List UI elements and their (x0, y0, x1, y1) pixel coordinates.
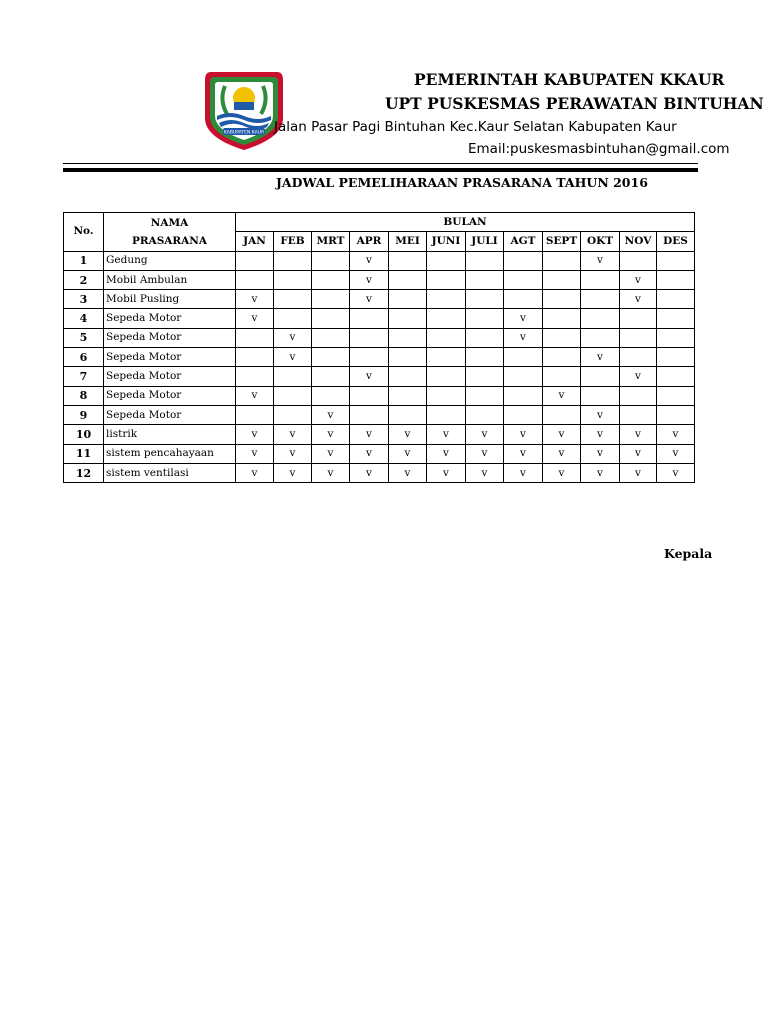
schedule-cell (350, 328, 389, 347)
schedule-cell: v (543, 463, 581, 482)
schedule-cell (350, 348, 389, 367)
schedule-cell (543, 367, 581, 386)
table-row (64, 270, 695, 289)
table-row (64, 290, 695, 309)
schedule-cell (504, 290, 543, 309)
schedule-cell (427, 405, 466, 424)
schedule-cell: v (236, 463, 274, 482)
schedule-cell (389, 405, 427, 424)
schedule-cell (236, 348, 274, 367)
schedule-cell (504, 405, 543, 424)
schedule-cell (274, 290, 312, 309)
schedule-cell (312, 386, 350, 405)
schedule-cell (236, 251, 274, 270)
schedule-cell (657, 348, 695, 367)
schedule-cell (427, 386, 466, 405)
schedule-cell (581, 386, 620, 405)
schedule-cell: v (620, 463, 657, 482)
header-month: DES (657, 232, 695, 251)
schedule-cell (427, 328, 466, 347)
schedule-cell (620, 405, 657, 424)
maintenance-schedule-table (63, 212, 695, 483)
schedule-cell (657, 290, 695, 309)
schedule-cell (504, 386, 543, 405)
schedule-cell: v (620, 444, 657, 463)
schedule-cell: v (350, 367, 389, 386)
schedule-cell (504, 251, 543, 270)
schedule-cell: v (620, 270, 657, 289)
schedule-cell (466, 386, 504, 405)
schedule-cell (236, 328, 274, 347)
schedule-cell (466, 270, 504, 289)
schedule-cell (581, 290, 620, 309)
schedule-cell: v (504, 425, 543, 444)
row-number: 6 (64, 348, 104, 367)
row-number: 10 (64, 425, 104, 444)
schedule-cell (389, 386, 427, 405)
schedule-cell: v (581, 251, 620, 270)
schedule-cell (466, 367, 504, 386)
schedule-cell (312, 328, 350, 347)
schedule-cell (504, 348, 543, 367)
letterhead-institution: UPT PUSKESMAS PERAWATAN BINTUHAN (385, 94, 764, 113)
svg-text:KABUPATEN KAUR: KABUPATEN KAUR (223, 130, 265, 136)
header-month: OKT (581, 232, 620, 251)
schedule-cell (466, 251, 504, 270)
row-number: 12 (64, 463, 104, 482)
schedule-cell: v (581, 463, 620, 482)
schedule-cell (657, 328, 695, 347)
schedule-cell (466, 309, 504, 328)
schedule-cell: v (466, 425, 504, 444)
schedule-cell: v (657, 463, 695, 482)
schedule-cell (350, 309, 389, 328)
schedule-cell (236, 405, 274, 424)
schedule-cell: v (350, 290, 389, 309)
schedule-cell (389, 290, 427, 309)
header-no: No. (64, 213, 104, 252)
schedule-cell: v (312, 405, 350, 424)
schedule-cell: v (581, 405, 620, 424)
schedule-cell (312, 309, 350, 328)
schedule-cell: v (312, 463, 350, 482)
schedule-cell (657, 309, 695, 328)
schedule-cell (312, 270, 350, 289)
header-month: JULI (466, 232, 504, 251)
schedule-cell: v (236, 386, 274, 405)
header-name-bottom: PRASARANA (104, 232, 236, 251)
schedule-cell: v (427, 444, 466, 463)
schedule-cell: v (620, 425, 657, 444)
header-month: APR (350, 232, 389, 251)
header-row-2 (64, 232, 695, 251)
schedule-cell (350, 405, 389, 424)
schedule-cell: v (504, 328, 543, 347)
schedule-cell (466, 348, 504, 367)
header-month: JAN (236, 232, 274, 251)
schedule-cell: v (543, 444, 581, 463)
schedule-cell (427, 309, 466, 328)
schedule-cell (581, 367, 620, 386)
schedule-cell (466, 405, 504, 424)
schedule-cell (236, 367, 274, 386)
schedule-cell: v (657, 425, 695, 444)
schedule-cell: v (389, 463, 427, 482)
schedule-cell (236, 270, 274, 289)
schedule-cell (312, 348, 350, 367)
schedule-cell (543, 270, 581, 289)
facility-name: Sepeda Motor (104, 367, 236, 386)
schedule-cell (543, 348, 581, 367)
schedule-cell: v (620, 367, 657, 386)
schedule-cell (427, 367, 466, 386)
header-month: FEB (274, 232, 312, 251)
letterhead-address: Jalan Pasar Pagi Bintuhan Kec.Kaur Selatan Kabupaten Kaur (274, 119, 677, 135)
table-row (64, 328, 695, 347)
facility-name: Mobil Ambulan (104, 270, 236, 289)
facility-name: sistem ventilasi (104, 463, 236, 482)
schedule-cell (620, 348, 657, 367)
schedule-cell: v (427, 425, 466, 444)
schedule-cell: v (620, 290, 657, 309)
schedule-cell (657, 405, 695, 424)
row-number: 3 (64, 290, 104, 309)
schedule-cell (312, 290, 350, 309)
schedule-cell: v (274, 348, 312, 367)
schedule-cell: v (657, 444, 695, 463)
schedule-cell (581, 309, 620, 328)
table-row (64, 444, 695, 463)
schedule-cell: v (389, 444, 427, 463)
row-number: 4 (64, 309, 104, 328)
row-number: 5 (64, 328, 104, 347)
signature-label: Kepala (664, 546, 713, 561)
schedule-cell (657, 270, 695, 289)
letterhead-government: PEMERINTAH KABUPATEN KKAUR (414, 70, 725, 89)
letterhead-email: Email:puskesmasbintuhan@gmail.com (468, 141, 730, 157)
schedule-cell: v (274, 425, 312, 444)
facility-name: Mobil Pusling (104, 290, 236, 309)
schedule-cell (543, 328, 581, 347)
schedule-cell: v (543, 425, 581, 444)
schedule-cell (427, 348, 466, 367)
table-row (64, 463, 695, 482)
schedule-cell: v (312, 444, 350, 463)
row-number: 11 (64, 444, 104, 463)
table-row (64, 251, 695, 270)
schedule-cell (657, 367, 695, 386)
schedule-cell: v (581, 444, 620, 463)
schedule-cell (620, 251, 657, 270)
schedule-cell (504, 367, 543, 386)
schedule-cell: v (236, 309, 274, 328)
schedule-cell (427, 251, 466, 270)
schedule-cell (389, 270, 427, 289)
schedule-cell (350, 386, 389, 405)
schedule-cell: v (350, 463, 389, 482)
row-number: 1 (64, 251, 104, 270)
schedule-cell (581, 270, 620, 289)
schedule-cell (389, 348, 427, 367)
facility-name: sistem pencahayaan (104, 444, 236, 463)
schedule-cell (657, 386, 695, 405)
header-month: SEPT (543, 232, 581, 251)
schedule-cell: v (236, 444, 274, 463)
row-number: 9 (64, 405, 104, 424)
table-row (64, 348, 695, 367)
schedule-cell: v (466, 444, 504, 463)
schedule-cell: v (504, 309, 543, 328)
schedule-cell (657, 251, 695, 270)
schedule-cell: v (236, 425, 274, 444)
schedule-cell (274, 367, 312, 386)
facility-name: Sepeda Motor (104, 405, 236, 424)
schedule-cell: v (312, 425, 350, 444)
schedule-cell: v (504, 463, 543, 482)
header-month: NOV (620, 232, 657, 251)
schedule-cell: v (350, 444, 389, 463)
schedule-cell: v (350, 251, 389, 270)
schedule-cell (543, 405, 581, 424)
document-title: JADWAL PEMELIHARAAN PRASARANA TAHUN 2016 (276, 175, 648, 190)
schedule-cell (274, 251, 312, 270)
schedule-cell (274, 405, 312, 424)
facility-name: Sepeda Motor (104, 348, 236, 367)
header-row-1 (64, 213, 695, 232)
header-name-top: NAMA (104, 213, 236, 232)
schedule-cell (543, 251, 581, 270)
table-row (64, 425, 695, 444)
schedule-cell: v (274, 463, 312, 482)
row-number: 7 (64, 367, 104, 386)
schedule-cell: v (581, 348, 620, 367)
header-month: AGT (504, 232, 543, 251)
schedule-cell (620, 328, 657, 347)
schedule-cell: v (466, 463, 504, 482)
letterhead-divider-thin (63, 163, 698, 164)
schedule-cell (427, 270, 466, 289)
schedule-cell: v (389, 425, 427, 444)
schedule-cell: v (274, 444, 312, 463)
schedule-cell (543, 290, 581, 309)
schedule-cell: v (350, 425, 389, 444)
header-month: JUNI (427, 232, 466, 251)
schedule-cell (312, 367, 350, 386)
facility-name: Gedung (104, 251, 236, 270)
table-row (64, 405, 695, 424)
schedule-cell (274, 309, 312, 328)
schedule-cell (274, 270, 312, 289)
schedule-cell: v (581, 425, 620, 444)
table-row (64, 367, 695, 386)
facility-name: Sepeda Motor (104, 328, 236, 347)
schedule-cell: v (427, 463, 466, 482)
row-number: 8 (64, 386, 104, 405)
header-month: MRT (312, 232, 350, 251)
row-number: 2 (64, 270, 104, 289)
schedule-cell (620, 309, 657, 328)
schedule-cell (389, 309, 427, 328)
schedule-cell: v (543, 386, 581, 405)
table-row (64, 386, 695, 405)
facility-name: Sepeda Motor (104, 309, 236, 328)
facility-name: listrik (104, 425, 236, 444)
table-row (64, 309, 695, 328)
header-month-group: BULAN (236, 213, 695, 232)
schedule-cell (466, 328, 504, 347)
schedule-cell: v (274, 328, 312, 347)
schedule-cell (466, 290, 504, 309)
schedule-cell (389, 251, 427, 270)
facility-name: Sepeda Motor (104, 386, 236, 405)
schedule-cell (620, 386, 657, 405)
schedule-cell (389, 367, 427, 386)
schedule-cell (543, 309, 581, 328)
schedule-cell (581, 328, 620, 347)
schedule-cell (312, 251, 350, 270)
schedule-cell: v (504, 444, 543, 463)
schedule-cell: v (236, 290, 274, 309)
schedule-cell (274, 386, 312, 405)
letterhead-divider-thick (63, 168, 698, 172)
header-month: MEI (389, 232, 427, 251)
schedule-cell (427, 290, 466, 309)
schedule-cell (504, 270, 543, 289)
schedule-cell: v (350, 270, 389, 289)
schedule-cell (389, 328, 427, 347)
